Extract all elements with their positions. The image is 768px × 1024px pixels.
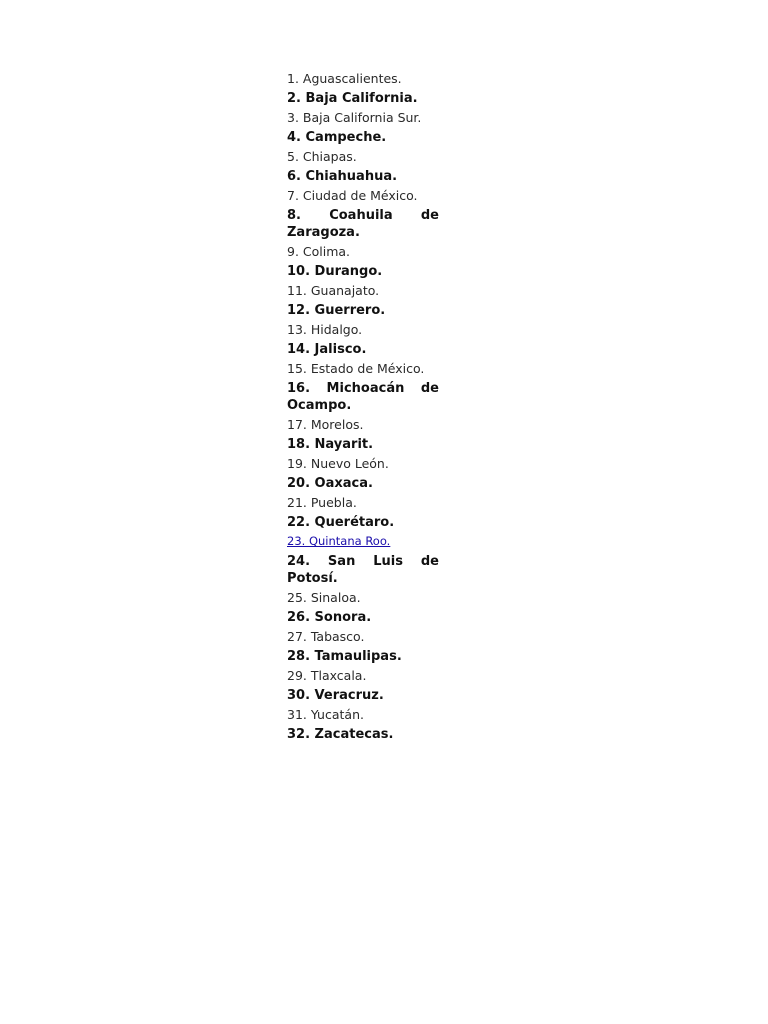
state-link[interactable]: 23. Quintana Roo. <box>287 534 391 548</box>
state-item: 7. Ciudad de México. <box>287 188 418 203</box>
state-item: 25. Sinaloa. <box>287 590 361 605</box>
state-item: 5. Chiapas. <box>287 149 357 164</box>
state-item: 30. Veracruz. <box>287 687 384 703</box>
state-item: 1. Aguascalientes. <box>287 71 402 86</box>
state-item: 17. Morelos. <box>287 417 364 432</box>
state-item: 12. Guerrero. <box>287 302 386 318</box>
state-item: 21. Puebla. <box>287 495 357 510</box>
state-item: 26. Sonora. <box>287 609 372 625</box>
state-item: 27. Tabasco. <box>287 629 365 644</box>
state-item: 18. Nayarit. <box>287 436 374 452</box>
state-item: 24. San Luis de Potosí. <box>287 553 439 586</box>
states-list <box>287 70 439 745</box>
state-item: 15. Estado de México. <box>287 361 425 376</box>
state-item: 10. Durango. <box>287 263 383 279</box>
state-item: 19. Nuevo León. <box>287 456 389 471</box>
state-item: 6. Chiahuahua. <box>287 168 398 184</box>
state-item: 22. Querétaro. <box>287 514 395 530</box>
state-item: 20. Oaxaca. <box>287 475 373 491</box>
state-item: 16. Michoacán de Ocampo. <box>287 380 439 413</box>
state-item: 14. Jalisco. <box>287 341 367 357</box>
state-item: 29. Tlaxcala. <box>287 668 367 683</box>
state-item: 13. Hidalgo. <box>287 322 363 337</box>
state-item: 4. Campeche. <box>287 129 387 145</box>
state-item: 32. Zacatecas. <box>287 726 394 742</box>
state-item: 8. Coahuila de Zaragoza. <box>287 207 439 240</box>
state-item: 11. Guanajato. <box>287 283 380 298</box>
state-item: 2. Baja California. <box>287 90 418 106</box>
state-item: 28. Tamaulipas. <box>287 648 402 664</box>
state-item: 9. Colima. <box>287 244 351 259</box>
state-item: 31. Yucatán. <box>287 707 364 722</box>
state-item: 3. Baja California Sur. <box>287 110 422 125</box>
